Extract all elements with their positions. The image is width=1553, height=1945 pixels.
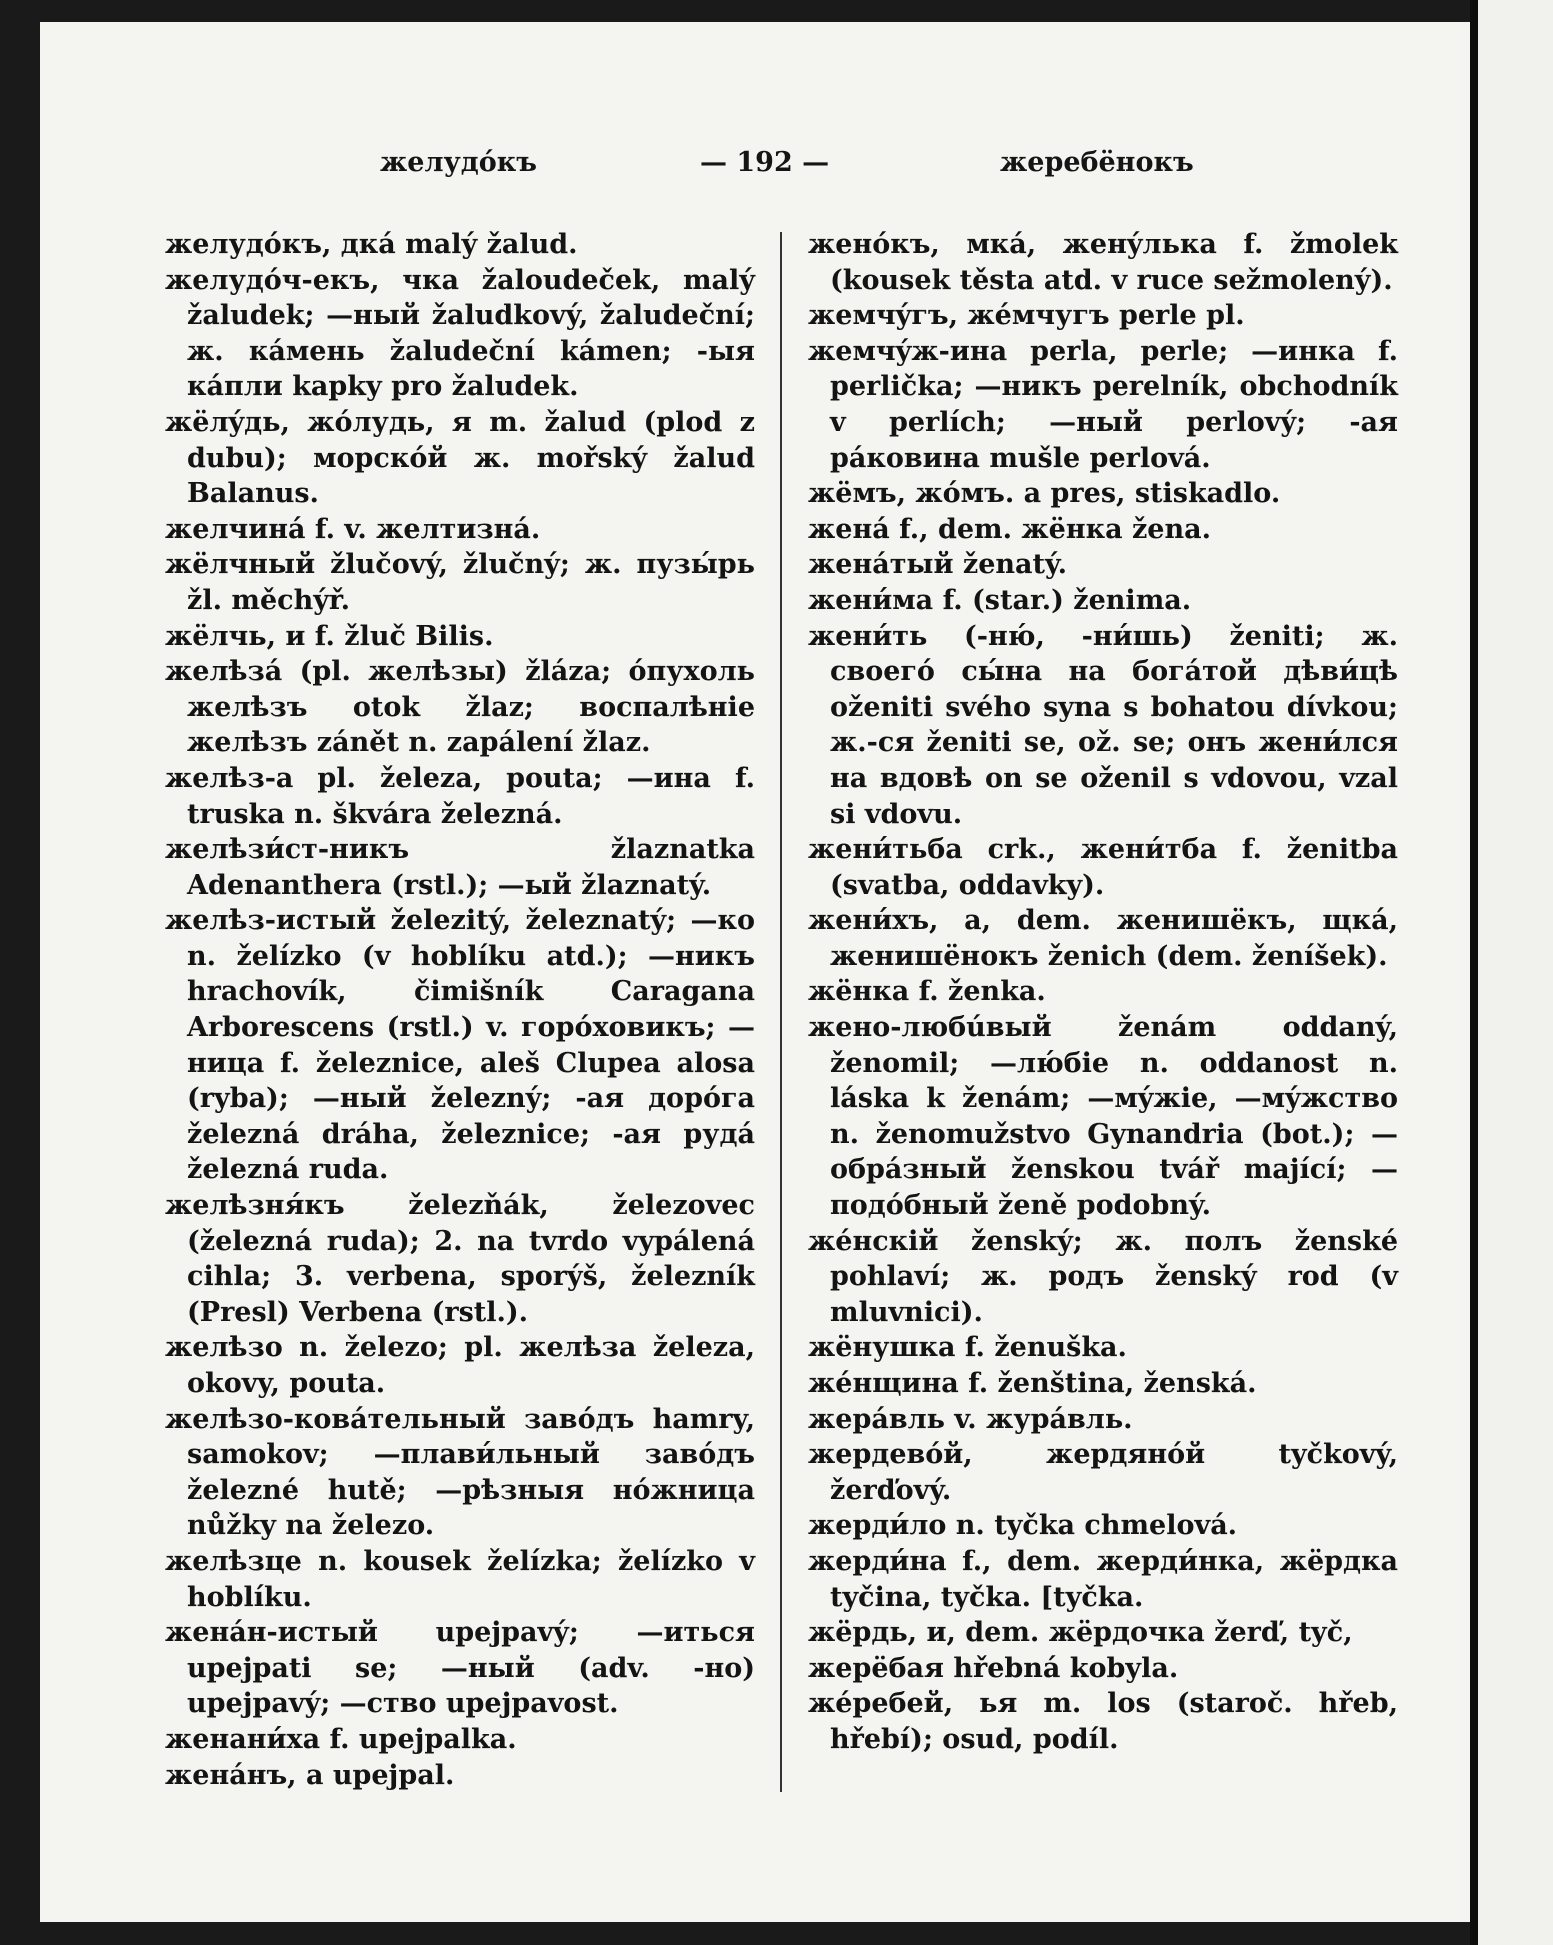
dictionary-entry: женóкъ, мкá, женýлька f. žmolek (kousek těsta atd. v ruce sežmolený). bbox=[808, 229, 1398, 296]
dictionary-entry: жени́ма f. (star.) ženima. bbox=[808, 584, 1192, 616]
dictionary-entry: жени́тьба crk., жени́тба f. ženitba (svatba, oddavky). bbox=[808, 834, 1398, 901]
header-left-word: желудóкъ bbox=[380, 147, 537, 178]
dictionary-entry: жени́ть (-ню́, -ни́шь) ženiti; ж. своегó сы́на на богáтой дѣви́цѣ oženiti svého syna s bohatou dívkou; ж.-ся ženiti se, ož. se; онъ жени́лся на вдовѣ on se oženil s vdovou, vzal si vdovu. bbox=[808, 620, 1398, 830]
dictionary-entry: жёлчь, и f. žluč Bilis. bbox=[165, 620, 494, 652]
dictionary-entry: желѣзи́ст-никъ žlaznatka Adenanthera (rstl.); —ый žlaznatý. bbox=[165, 834, 755, 901]
dictionary-entry: желѣз-а pl. železa, pouta; —ина f. truska n. škvára železná. bbox=[165, 762, 755, 830]
dictionary-entry: желѣзня́къ železňák, železovec (železná ruda); 2. na tvrdo vypálená cihla; 3. verbena, sporýš, železník (Presl) Verbena (rstl.). bbox=[165, 1190, 755, 1328]
dictionary-entry: желѣзá (pl. желѣзы) žláza; óпухоль желѣзъ otok žlaz; воспалѣніе желѣзъ zánět n. zapálení žlaz. bbox=[165, 656, 755, 759]
dictionary-entry: женани́ха f. upejpalka. bbox=[165, 1723, 517, 1755]
dictionary-entry: жерёбая hřebná kobyla. bbox=[808, 1652, 1179, 1684]
dictionary-entry: жёлчный žlučový, žlučný; ж. пузы́рь žl. měchýř. bbox=[165, 549, 755, 616]
left-column bbox=[165, 227, 755, 1793]
dictionary-entry: желудóкъ, дкá malý žalud. bbox=[165, 229, 578, 260]
adjacent-page bbox=[1478, 0, 1553, 1945]
dictionary-entry: женáтый ženatý. bbox=[808, 549, 1068, 581]
dictionary-entry: жено-любúвый ženám oddaný, ženomil; —лю́біе n. oddanost n. láska k ženám; —мýжіе, —мýжство n. ženomužstvo Gynandria (bot.); —обрáзный ženskou tvář mající; —подóбный ženě podobný. bbox=[808, 1012, 1398, 1222]
dictionary-entry: жерди́на f., dem. жерди́нка, жёрдка tyčina, tyčka. [tyčka. bbox=[808, 1545, 1398, 1613]
dictionary-entry: женáн-истый upejpavý; —иться upejpati se; —ный (adv. -но) upejpavý; —ство upejpavost. bbox=[165, 1617, 755, 1720]
dictionary-entry: жéребей, ья m. los (staroč. hřeb, hřebí); osud, podíl. bbox=[808, 1688, 1398, 1755]
column-divider bbox=[780, 232, 782, 1792]
dictionary-entry: жёмъ, жóмъ. а pres, stiskadlo. bbox=[808, 478, 1281, 510]
dictionary-entry: жёнушка f. ženuška. bbox=[808, 1332, 1127, 1364]
page-number: — 192 — bbox=[700, 147, 830, 178]
dictionary-entry: желѣзо n. železo; pl. желѣза železa, okovy, pouta. bbox=[165, 1332, 755, 1399]
dictionary-entry: жемчýгъ, жéмчугъ perle pl. bbox=[808, 300, 1245, 332]
dictionary-entry: желѣз-истый železitý, železnatý; —ко n. želízko (v hoblíku atd.); —никъ hrachovík, čimišník Caragana Arborescens (rstl.) v. горóховикъ; —ница f. železnice, aleš Clupea alosa (ryba); —ный železný; -ая дорóга železná dráha, železnice; -ая рудá železná ruda. bbox=[165, 905, 755, 1186]
dictionary-entry: жерди́ло n. tyčka chmelová. bbox=[808, 1510, 1238, 1542]
dictionary-entry: жéнскій ženský; ж. полъ ženské pohlaví; ж. родъ ženský rod (v mluvnici). bbox=[808, 1225, 1398, 1328]
dictionary-entry: желудóч-екъ, чка žaloudeček, malý žaludek; —ный žaludkový, žaludeční; ж. кáмень žaludeční kámen; -ыя кáпли kapky pro žaludek. bbox=[165, 264, 755, 403]
dictionary-entry: жёрдь, и, dem. жёрдочка žerď, tyč, bbox=[808, 1617, 1353, 1649]
dictionary-entry: жёнка f. ženka. bbox=[808, 976, 1046, 1008]
dictionary-entry: женá f., dem. жёнка žena. bbox=[808, 513, 1212, 545]
dictionary-entry: жени́хъ, а, dem. женишёкъ, щкá, женишёнокъ ženich (dem. ženíšek). bbox=[808, 905, 1398, 972]
dictionary-entry: желѣзо-ковáтельный завóдъ hamry, samokov; —плави́льный завóдъ železné hutě; —рѣзныя нóжница nůžky na železo. bbox=[165, 1403, 755, 1542]
dictionary-entry: жерáвль v. журáвль. bbox=[808, 1403, 1133, 1435]
dictionary-entry: желчинá f. v. желтизнá. bbox=[165, 513, 541, 545]
running-header bbox=[40, 147, 1470, 187]
header-right-word: жеребёнокъ bbox=[1000, 147, 1194, 178]
dictionary-entry: жердевóй, жердянóй tyčkový, žerďový. bbox=[808, 1439, 1398, 1506]
dictionary-page bbox=[40, 22, 1470, 1922]
dictionary-entry: желѣзце n. kousek želízka; želízko v hoblíku. bbox=[165, 1545, 755, 1613]
right-column bbox=[808, 227, 1398, 1758]
dictionary-entry: жёлýдь, жóлудь, я m. žalud (plod z dubu); морскóй ж. mořský žalud Balanus. bbox=[165, 406, 755, 510]
dictionary-entry: женáнъ, а upejpal. bbox=[165, 1759, 455, 1791]
dictionary-entry: жемчýж-ина perla, perle; —инка f. perlička; —никъ perelník, obchodník v perlích; —ный perlový; -ая рáковина mušle perlová. bbox=[808, 335, 1398, 474]
dictionary-entry: жéнщина f. ženština, ženská. bbox=[808, 1368, 1257, 1399]
